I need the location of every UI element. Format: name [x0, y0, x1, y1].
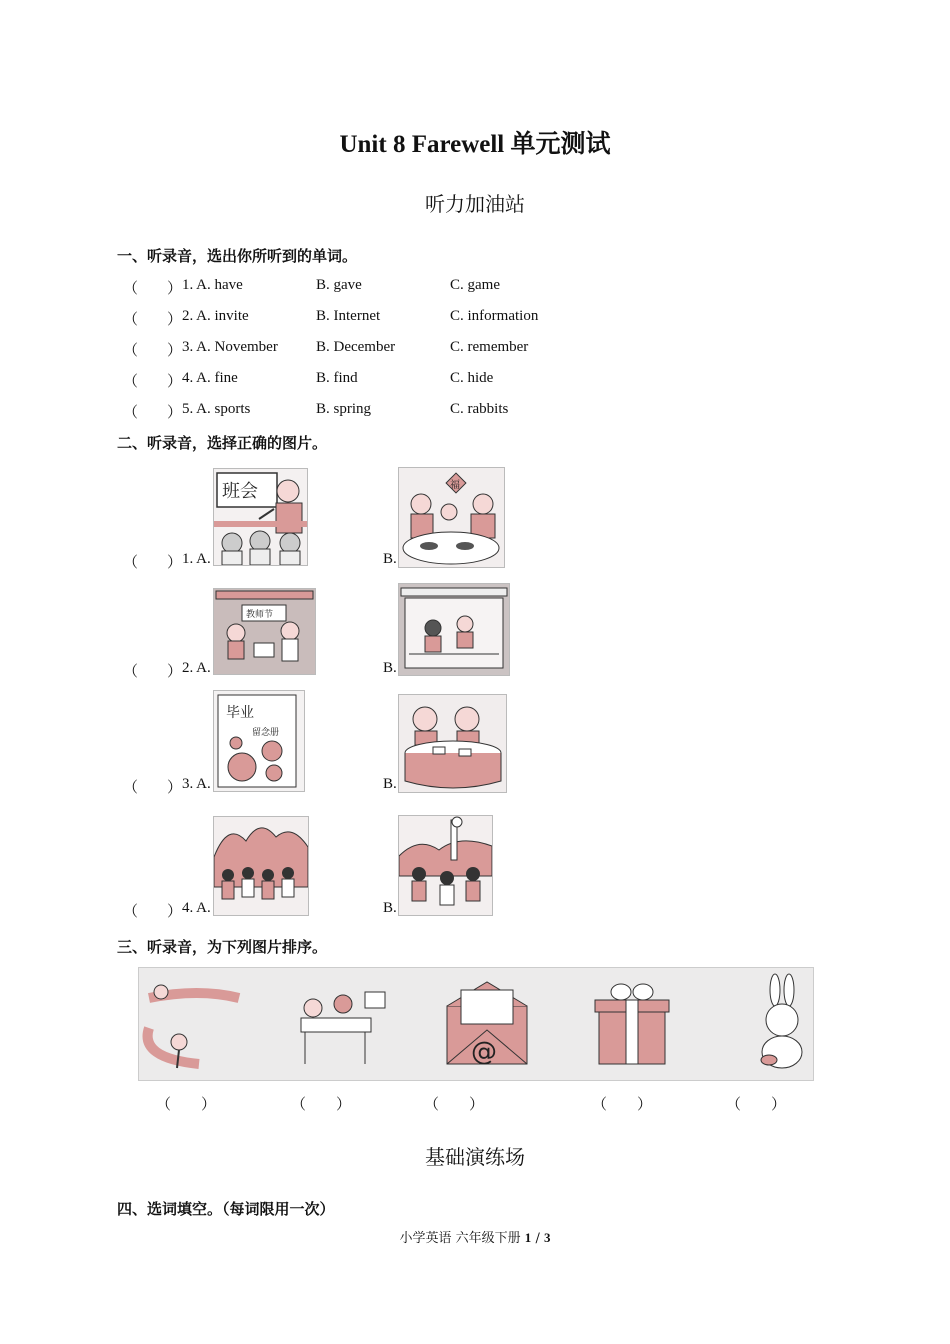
picture-kids-zoo[interactable] — [398, 815, 493, 916]
answer-paren-close: ） — [167, 664, 183, 680]
answer-paren-close: ） — [167, 555, 183, 571]
order-blank-3[interactable]: （ ） — [424, 1097, 485, 1113]
q3-picture-strip — [138, 967, 814, 1081]
option-b[interactable]: B. gave — [316, 277, 362, 293]
picture-teachers-day[interactable] — [213, 588, 316, 675]
class-meeting-text: 班会 — [222, 481, 258, 502]
option-a-label: 2. A. — [182, 660, 211, 676]
fu-character: 福 — [450, 480, 460, 491]
option-b-label: B. — [383, 551, 397, 567]
answer-paren-open: （ — [123, 904, 139, 920]
option-c[interactable]: C. remember — [450, 339, 529, 355]
option-b[interactable]: B. Internet — [316, 308, 381, 324]
option-b[interactable]: B. December — [316, 339, 396, 355]
picture-gift-box[interactable] — [595, 984, 669, 1064]
option-b[interactable]: B. find — [316, 370, 358, 386]
option-c[interactable]: C. hide — [450, 370, 494, 386]
picture-kids-mountains[interactable] — [213, 816, 309, 916]
q1-heading: 一、听录音，选出你所听到的单词。 — [117, 247, 358, 265]
answer-paren-open: （ — [123, 281, 139, 297]
order-blank-4[interactable]: （ ） — [592, 1097, 653, 1113]
option-a[interactable]: 5. A. sports — [182, 401, 251, 417]
order-blank-2[interactable]: （ ） — [291, 1097, 352, 1113]
option-a[interactable]: 3. A. November — [182, 339, 278, 355]
order-blank-1[interactable]: （ ） — [156, 1097, 217, 1113]
option-b-label: B. — [383, 776, 397, 792]
order-blank-5[interactable]: （ ） — [726, 1097, 787, 1113]
answer-paren-close: ） — [167, 312, 183, 328]
option-b-label: B. — [383, 660, 397, 676]
q3-heading: 三、听录音，为下列图片排序。 — [117, 938, 328, 956]
option-a-label: 1. A. — [182, 551, 211, 567]
picture-running-track[interactable] — [148, 985, 239, 1068]
answer-paren-close: ） — [167, 780, 183, 796]
answer-paren-close: ） — [167, 904, 183, 920]
q4-heading: 四、选词填空。（每词限用一次） — [117, 1200, 335, 1218]
section-basics-title: 基础演练场 — [425, 1145, 525, 1169]
answer-paren-open: （ — [123, 555, 139, 571]
option-c[interactable]: C. information — [450, 308, 539, 324]
footer-separator: / — [535, 1231, 540, 1246]
teachers-day-text: 教师节 — [246, 610, 274, 620]
picture-kids-at-table[interactable] — [398, 694, 507, 793]
answer-paren-close: ） — [167, 343, 183, 359]
answer-paren-open: （ — [123, 374, 139, 390]
q1-row-1 — [0, 277, 950, 299]
graduation-text: 毕业 — [226, 705, 254, 721]
q1-row-2 — [0, 308, 950, 330]
picture-class-meeting[interactable] — [213, 468, 308, 566]
q1-row-5 — [0, 401, 950, 423]
picture-email-envelope[interactable] — [447, 982, 527, 1067]
option-c[interactable]: C. game — [450, 277, 500, 293]
section-listening-title: 听力加油站 — [425, 192, 525, 216]
answer-paren-open: （ — [123, 664, 139, 680]
at-sign: @ — [471, 1037, 497, 1067]
picture-kids-computer[interactable] — [301, 992, 385, 1064]
answer-paren-open: （ — [123, 405, 139, 421]
picture-clapping-kids[interactable] — [398, 583, 510, 676]
answer-paren-close: ） — [167, 374, 183, 390]
picture-family-dinner[interactable] — [398, 467, 505, 568]
option-c[interactable]: C. rabbits — [450, 401, 509, 417]
page-footer — [0, 1227, 950, 1246]
album-text: 留念册 — [252, 728, 280, 738]
q2-heading: 二、听录音，选择正确的图片。 — [117, 434, 328, 452]
page-title: Unit 8 Farewell 单元测试 — [339, 131, 611, 158]
q1-row-3 — [0, 339, 950, 361]
footer-page-total: 3 — [543, 1230, 551, 1245]
option-a-label: 4. A. — [182, 900, 211, 916]
footer-page-number: 1 — [524, 1230, 532, 1245]
answer-paren-close: ） — [167, 405, 183, 421]
answer-paren-close: ） — [167, 281, 183, 297]
option-a-label: 3. A. — [182, 776, 211, 792]
option-a[interactable]: 4. A. fine — [182, 370, 238, 386]
option-b[interactable]: B. spring — [316, 401, 372, 417]
q1-row-4 — [0, 370, 950, 392]
answer-paren-open: （ — [123, 780, 139, 796]
option-a[interactable]: 2. A. invite — [182, 308, 249, 324]
answer-paren-open: （ — [123, 343, 139, 359]
answer-paren-open: （ — [123, 312, 139, 328]
footer-subject: 小学英语 六年级下册 — [399, 1231, 521, 1246]
option-b-label: B. — [383, 900, 397, 916]
picture-graduation-album[interactable] — [213, 690, 305, 792]
option-a[interactable]: 1. A. have — [182, 277, 243, 293]
picture-toy-rabbit[interactable] — [761, 974, 802, 1068]
